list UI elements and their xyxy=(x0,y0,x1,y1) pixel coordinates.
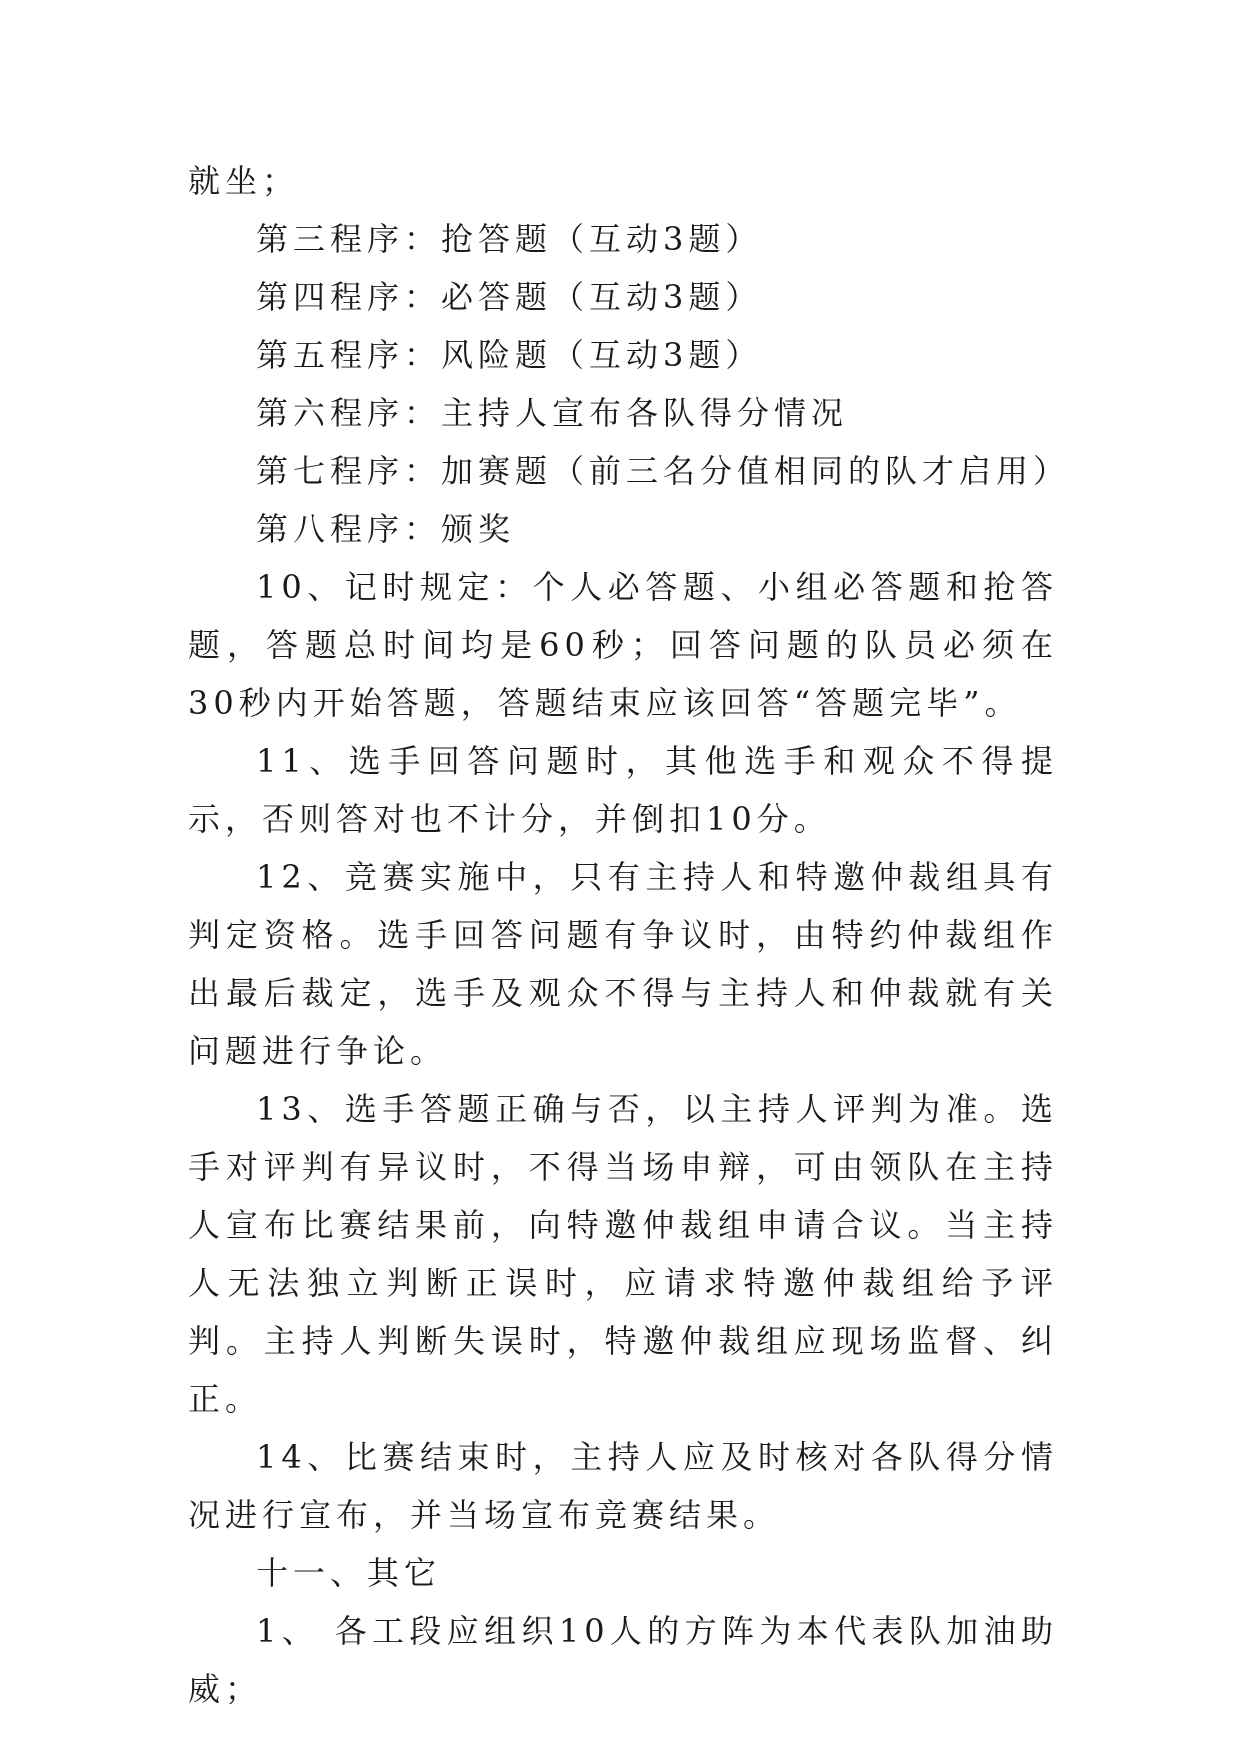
paragraph-rule-14: 14、比赛结束时，主持人应及时核对各队得分情况进行宣布，并当场宣布竞赛结果。 xyxy=(188,1438,1058,1534)
paragraph-other-1: 1、 各工段应组织10人的方阵为本代表队加油助威； xyxy=(188,1612,1058,1708)
paragraph-continued: 就坐； xyxy=(188,162,300,200)
paragraph-rule-11: 11、选手回答问题时，其他选手和观众不得提示，否则答对也不计分，并倒扣10分。 xyxy=(188,742,1058,838)
paragraph-rule-12: 12、竞赛实施中，只有主持人和特邀仲裁组具有判定资格。选手回答问题有争议时，由特约仲裁组作出最后裁定，选手及观众不得与主持人和仲裁就有关问题进行争论。 xyxy=(188,858,1058,1070)
paragraph-rule-10: 10、记时规定：个人必答题、小组必答题和抢答题，答题总时间均是60秒；回答问题的队员必须在30秒内开始答题，答题结束应该回答“答题完毕”。 xyxy=(188,568,1058,722)
paragraph-rule-13: 13、选手答题正确与否，以主持人评判为准。选手对评判有异议时，不得当场申辩，可由领队在主持人宣布比赛结果前，向特邀仲裁组申请合议。当主持人无法独立判断正误时，应请求特邀仲裁组给予评判。主持人判断失误时，特邀仲裁组应现场监督、纠正。 xyxy=(188,1090,1058,1418)
paragraph-step-8: 第八程序：颁奖 xyxy=(256,510,516,548)
paragraph-step-6: 第六程序：主持人宣布各队得分情况 xyxy=(256,394,849,432)
document-body xyxy=(188,152,1071,1718)
paragraph-step-5: 第五程序：风险题（互动3题） xyxy=(256,336,763,374)
section-heading-other: 十一、其它 xyxy=(256,1554,442,1592)
paragraph-step-3: 第三程序：抢答题（互动3题） xyxy=(256,220,763,258)
paragraph-step-4: 第四程序：必答题（互动3题） xyxy=(256,278,763,316)
paragraph-step-7: 第七程序：加赛题（前三名分值相同的队才启用） xyxy=(256,452,1071,490)
